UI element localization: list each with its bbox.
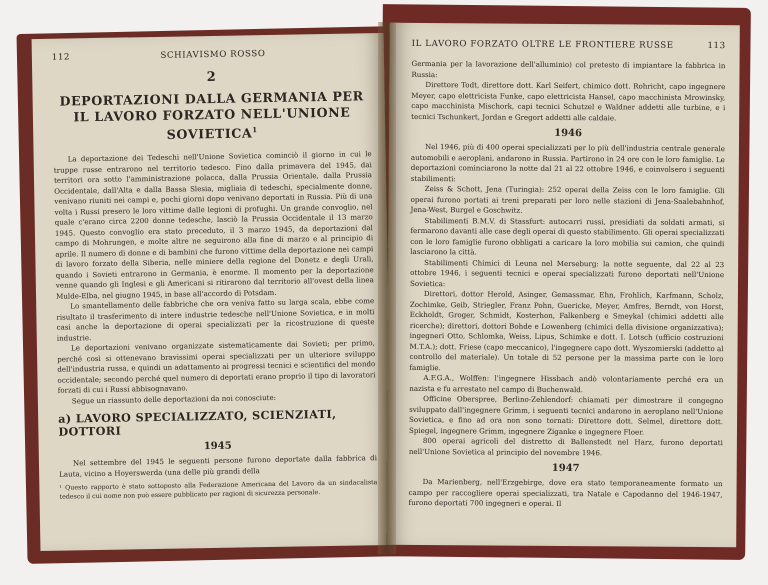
paragraph: Direttori, dottor Herold, Asinger, Gemassmar, Ehn, Frohlich, Karfmann, Scholz, Zochimke, Geib, Striegler, Franz Pohn, Guericke, Meyer, Amfres, Berndt, von Horst, Eckholdt, Groger, Schmidt, Kosterhon, Falkenberg e Smeykal (chimici addetti alle ricerche); direttori, dottori Bohde e Lowenberg (chimici della divisione organizzativa); ingegneri Otto, Schlomka, Weiss, Lipus, Schimke e dott. I. Lotsch (ufficio costruzioni M.T.A.); dott. Friese (capo meccanico), l'ingegnere capo dott. Wyszomierski (addetto al controllo del materiale). Un totale di 52 persone per la massima parte con le loro famiglie. bbox=[409, 289, 724, 372]
year-heading-1947: 1947 bbox=[551, 462, 580, 475]
page-number-right: 113 bbox=[707, 41, 726, 52]
paragraph: Direttore Todt, direttore dott. Karl Seifert, chimico dott. Rohricht, capo ingegnere Meyer, capo elettricista Funke, capo elettricista Hansel, capo macchinista Mrowinsky, capo macchinista Mischork, capi tecnici Schutzel e Waldner addetti alle turbine, e i tecnici Tschunkert, Jordan e Gregort addetti alle caldaie. bbox=[411, 80, 726, 122]
chapter-number: 2 bbox=[206, 69, 216, 86]
paragraph: Germania per la lavorazione dell'alluminio) col pretesto di impiantare la fabbrica in Russia: bbox=[411, 58, 726, 79]
paragraph: Officine Oberspree, Berlino-Zehlendorf: chiamati per dimostrare il congegno sviluppato dall'ingegnere Grimm, i seguenti tecnici andarono in aeroplano nell'Unione Sovietica, e fino ad ora non sono tornati: Direttore dott. Selmel, direttore dott. Spiegel, ingegnere Grimm, ingegnere Ziganke e ingegnere Floer. bbox=[408, 394, 724, 437]
paragraph: Stabilimenti Chimici di Leuna nel Merseburg: la notte seguente, dal 22 al 23 ottobre 1946, i seguenti tecnici e operai specializzati furono deportati nell'Unione Sovietica: bbox=[409, 257, 725, 288]
paragraph: Nel settembre del 1945 le seguenti persone furono deportate dalla fabbrica di Lauta, vicino a Hoyerswerda (una delle più grandi della bbox=[59, 453, 377, 479]
running-header-left bbox=[52, 47, 370, 63]
paragraph: A.F.G.A., Wolffen: l'ingegnere Hissbach andò volontariamente perché era un nazista e fu arrestato nel campo di Buchenwald. bbox=[409, 373, 724, 394]
left-page bbox=[32, 33, 393, 551]
footnote-mark: 1 bbox=[252, 125, 258, 135]
paragraph: Nel 1946, più di 400 operai specializzati per lo più dell'industria centrale generale automobili e aeroplani, andarono in Russia. Partirono in 24 ore con le loro famiglie. Le deportazioni cominciarono la notte dal 21 al 22 ottobre 1946, e coinvolsero i seguenti stabilimenti: bbox=[410, 142, 725, 183]
paragraph: Lo smantellamento delle fabbriche che ora veniva fatto su larga scala, ebbe come risultato il trasferimento di intere industrie tedesche nell'Unione Sovietica, e in molti casi anche la deportazione di operai specializzati per la ricostruzione di queste industrie. bbox=[56, 296, 375, 343]
paragraph: Stabilimenti B.M.V. di Stassfurt: autocarri russi, presidiati da soldati armati, si fermarono davanti alle case degli operai di questo stabilimento. Gli operai specializzati con le loro famiglie furono obbligati a caricare la loro mobilia sui camion, che quindi lasciarono la città. bbox=[410, 215, 725, 257]
left-body bbox=[54, 149, 378, 501]
paragraph: Segue un riassunto delle deportazioni da noi conosciute: bbox=[71, 392, 277, 406]
book-gutter bbox=[378, 22, 396, 554]
page-number-left: 112 bbox=[51, 52, 71, 63]
chapter-title-text: DEPORTAZIONI DALLA GERMANIA PER IL LAVORO FORZATO NELL'UNIONE SOVIETICA bbox=[59, 88, 364, 142]
right-body bbox=[408, 59, 725, 511]
right-page bbox=[386, 23, 740, 547]
year-heading-1945: 1945 bbox=[203, 440, 232, 453]
paragraph: Zeiss & Schott, Jena (Turingia): 252 operai della Zeiss con le loro famiglie. Gli operai furono portati ai treni preparati per loro nelle stazioni di Jena-Saalebahnhof, Jena-West, Burgel e Goschwitz. bbox=[410, 184, 725, 215]
section-heading: a) LAVORO SPECIALIZZATO, SCIENZIATI, DOTTORI bbox=[58, 407, 337, 439]
paragraph: Da Marienberg, nell'Erzgebirge, dove era stato temporaneamente formato un campo per raccogliere operai specializzati, tra Natale e Capodanno del 1946-1947, furono deportati 700 ingegneri e operai. Il bbox=[408, 477, 723, 508]
year-heading-1946: 1946 bbox=[554, 127, 583, 140]
running-head-right: IL LAVORO FORZATO OLTRE LE FRONTIERE RUSSE bbox=[411, 38, 674, 51]
footnote: ¹ Questo rapporto è stato sottoposto alla Federazione Americana del Lavoro da un sindacalista tedesco il cui nome non può essere pubblicato per ragioni di sicurezza personale. bbox=[59, 479, 378, 501]
paragraph: 800 operai agricoli del distretto di Ballenstedt nel Harz, furono deportati nell'Unione Sovietica al principio del novembre 1946. bbox=[408, 436, 723, 457]
paragraph: Le deportazioni venivano organizzate sistematicamente dai Sovieti; per primo, perché così si ottenevano bravissimi operai specializzati per un ulteriore sviluppo dell'industria russa, e quindi un adattamento ai progressi tecnici e scientifici del mondo occidentale; secondo perché quel numero di deportati erano proprio il tipo di lavoratori forzati di cui i Russi abbisognavano. bbox=[57, 338, 376, 395]
paragraph: La deportazione dei Tedeschi nell'Unione Sovietica cominciò il giorno in cui le truppe russe entrarono nel territorio tedesco. Fino dalla primavera del 1945, dai territori ora sotto l'amministrazione polacca, dalla Prussia Orientale, dalla Prussia Occidentale, dall'Alta e dalla Bassa Slesia, migliaia di tedeschi, specialmente donne, venivano riuniti nei campi e, pochi giorni dopo venivano deportati in Russia. Più di una volta i Russi presero le loro vittime dalle legioni di profughi. Un grande convoglio, nel quale c'erano circa 2200 donne tedesche, lasciò la Prussia Occidentale il 13 marzo 1945. Questo convoglio era stato preceduto, il 3 marzo 1945, da deportazioni dal campo di Mohrungen, e molte altre ne seguirono alla fine di marzo e al principio di aprile. Il numero di donne e di bambini che furono vittime della deportazione nei campi di lavoro forzato della Siberia, nelle miniere della regione del Donetz e degli Urali, quando i Sovieti entrarono in Germania, è enorme. Il momento per la deportazione venne quando gli Inglesi e gli Americani si ritirarono dal territorio all'ovest della linea Mulde-Elba, nel giugno 1945, in base all'accordo di Potsdam. bbox=[53, 149, 374, 301]
chapter-title bbox=[53, 88, 372, 145]
running-header-right bbox=[412, 39, 726, 51]
running-head-left: SCHIAVISMO ROSSO bbox=[160, 49, 266, 61]
